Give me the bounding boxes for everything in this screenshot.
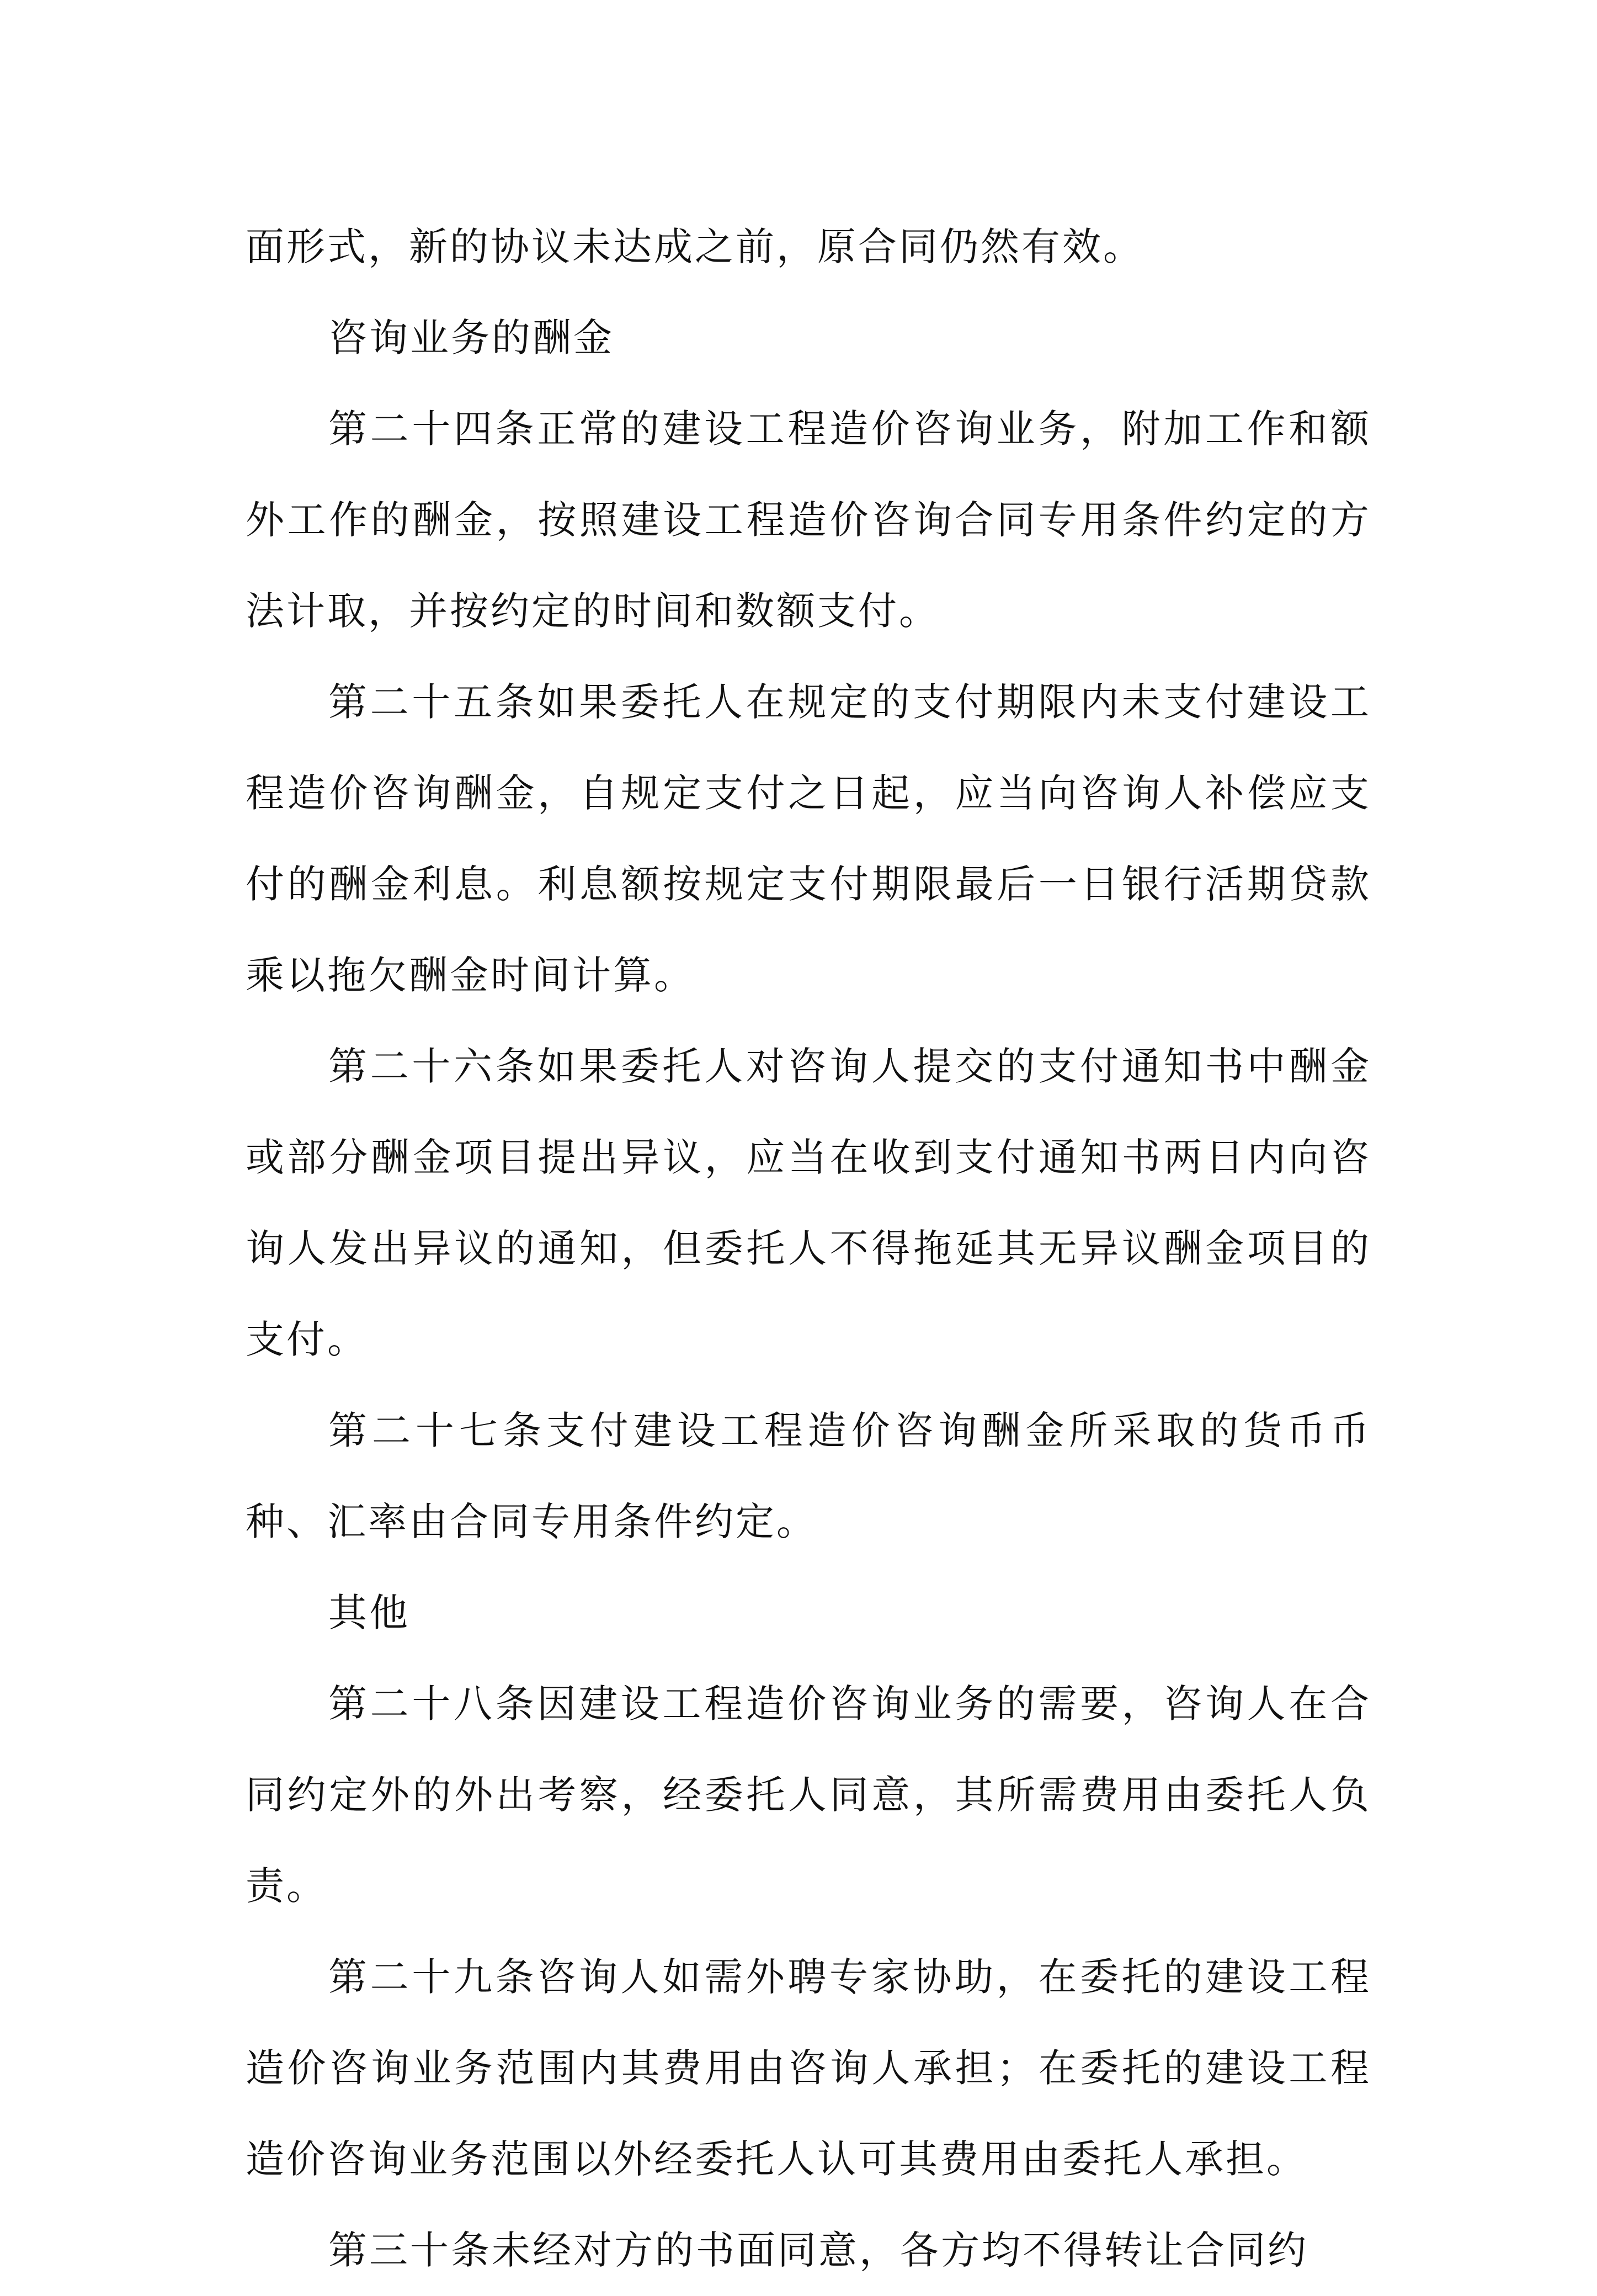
article-24: 第二十四条正常的建设工程造价咨询业务，附加工作和额外工作的酬金，按照建设工程造价咨询合同专用条件约定的方法计取，并按约定的时间和数额支付。 [246,406,1371,634]
article-27: 第二十七条支付建设工程造价咨询酬金所采取的货币币种、汇率由合同专用条件约定。 [246,1408,1371,1544]
article-25: 第二十五条如果委托人在规定的支付期限内未支付建设工程造价咨询酬金，自规定支付之日起，应当向咨询人补偿应支付的酬金利息。利息额按规定支付期限最后一日银行活期贷款乘以拖欠酬金时间计算。 [246,679,1371,998]
article-26: 第二十六条如果委托人对咨询人提交的支付通知书中酬金或部分酬金项目提出异议，应当在收到支付通知书两日内向咨询人发出异议的通知，但委托人不得拖延其无异议酬金项目的支付。 [246,1044,1371,1362]
document-body [246,201,1371,2296]
article-28: 第二十八条因建设工程造价咨询业务的需要，咨询人在合同约定外的外出考察，经委托人同意，其所需费用由委托人负责。 [246,1681,1371,1909]
section-heading-other: 其他 [328,1590,410,1635]
article-29: 第二十九条咨询人如需外聘专家协助，在委托的建设工程造价咨询业务范围内其费用由咨询人承担；在委托的建设工程造价咨询业务范围以外经委托人认可其费用由委托人承担。 [246,1954,1371,2182]
article-30: 第三十条未经对方的书面同意，各方均不得转让合同约 [328,2228,1308,2273]
continuation-paragraph: 面形式，新的协议未达成之前，原合同仍然有效。 [246,224,1144,269]
section-heading-fees: 咨询业务的酬金 [328,315,614,360]
